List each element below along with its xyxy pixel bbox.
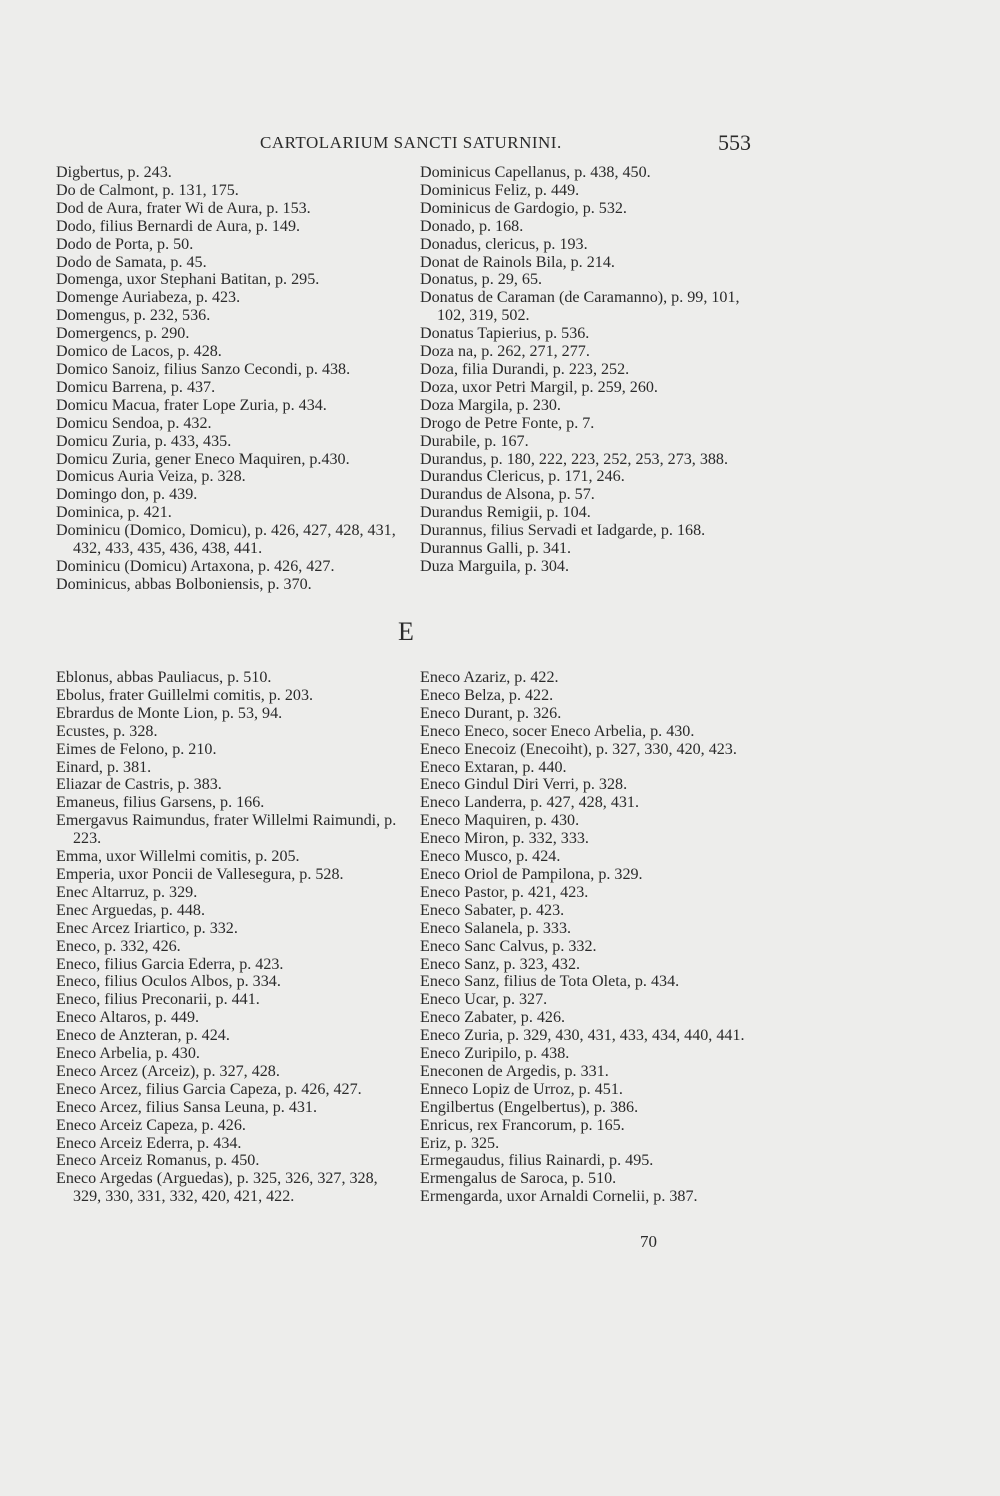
index-entry: Domico Sanoiz, filius Sanzo Cecondi, p. 438. — [56, 360, 351, 378]
index-entry: Eneco, filius Garcia Ederra, p. 423. — [56, 955, 284, 973]
index-entry: Durabile, p. 167. — [420, 432, 529, 450]
index-entry: Dominica, p. 421. — [56, 504, 172, 522]
index-entry: Emperia, uxor Poncii de Vallesegura, p. 528. — [56, 865, 344, 883]
index-entry: Donatus, p. 29, 65. — [420, 271, 543, 289]
index-entry: Eliazar de Castris, p. 383. — [56, 776, 222, 794]
index-entry: Drogo de Petre Fonte, p. 7. — [420, 414, 595, 432]
index-entry: Dominicus Feliz, p. 449. — [420, 181, 580, 199]
index-entry: Eneco Enecoiz (Enecoiht), p. 327, 330, 420, 423. — [420, 740, 737, 758]
index-entry: Digbertus, p. 243. — [56, 164, 172, 181]
index-entry: Eneco Durant, p. 326. — [420, 704, 562, 722]
index-entry: Eneco Gindul Diri Verri, p. 328. — [420, 776, 628, 794]
index-entry: Eneco Landerra, p. 427, 428, 431. — [420, 794, 639, 812]
index-entry: Durannus, filius Servadi et Iadgarde, p. 168. — [420, 522, 706, 540]
index-entry: Dominicus de Gardogio, p. 532. — [420, 199, 627, 217]
signature-mark: 70 — [640, 1232, 657, 1251]
index-entry: Eneco Extaran, p. 440. — [420, 758, 567, 776]
index-entry: Ermengalus de Saroca, p. 510. — [420, 1170, 617, 1188]
index-entry: Domicus Auria Veiza, p. 328. — [56, 468, 246, 486]
index-entry: Domingo don, p. 439. — [56, 486, 198, 504]
index-entry: Domenga, uxor Stephani Batitan, p. 295. — [56, 271, 320, 289]
index-entry: Eneco Ucar, p. 327. — [420, 991, 548, 1009]
index-entry: Eneco Arcez (Arceiz), p. 327, 428. — [56, 1062, 280, 1080]
index-entry: Do de Calmont, p. 131, 175. — [56, 181, 239, 199]
index-entry: Dodo, filius Bernardi de Aura, p. 149. — [56, 217, 301, 235]
index-column-bottom-right — [420, 669, 770, 1206]
index-entry: Eneco Belza, p. 422. — [420, 686, 554, 704]
index-entry: Eneco, p. 332, 426. — [56, 937, 181, 955]
index-entry: Dominicus Capellanus, p. 438, 450. — [420, 164, 651, 181]
index-entry: Eneco Azariz, p. 422. — [420, 669, 559, 686]
index-entry: Eblonus, abbas Pauliacus, p. 510. — [56, 669, 272, 686]
index-entry: Eneco Arceiz Capeza, p. 426. — [56, 1116, 246, 1134]
index-entry: Eneco Zuria, p. 329, 430, 431, 433, 434, 440, 441. — [420, 1027, 745, 1045]
index-entry: Durandus Clericus, p. 171, 246. — [420, 468, 625, 486]
index-entry: Donado, p. 168. — [420, 217, 524, 235]
index-entry: Eneco Arceiz Ederra, p. 434. — [56, 1134, 242, 1152]
index-entry: Eneco Sanc Calvus, p. 332. — [420, 937, 597, 955]
index-entry: Donadus, clericus, p. 193. — [420, 235, 588, 253]
index-entry: Eneco de Anzteran, p. 424. — [56, 1027, 230, 1045]
index-entry: Ermegaudus, filius Rainardi, p. 495. — [420, 1152, 654, 1170]
index-entry: Enneco Lopiz de Urroz, p. 451. — [420, 1080, 623, 1098]
index-entry: Donatus de Caraman (de Caramanno), p. 99, 101, 102, 319, 502. — [420, 289, 740, 325]
index-entry: Doza, uxor Petri Margil, p. 259, 260. — [420, 378, 658, 396]
index-entry: Eneco, filius Preconarii, p. 441. — [56, 991, 260, 1009]
index-entry: Durandus Remigii, p. 104. — [420, 504, 591, 522]
index-entry: Enricus, rex Francorum, p. 165. — [420, 1116, 625, 1134]
index-entry: Domicu Macua, frater Lope Zuria, p. 434. — [56, 396, 327, 414]
index-entry: Eneco Maquiren, p. 430. — [420, 812, 580, 830]
index-entry: Doza, filia Durandi, p. 223, 252. — [420, 360, 630, 378]
index-entry: Eneco Arcez, filius Sansa Leuna, p. 431. — [56, 1098, 317, 1116]
index-entry: Eneco Arbelia, p. 430. — [56, 1045, 200, 1063]
index-entry: Ermengarda, uxor Arnaldi Cornelii, p. 387. — [420, 1188, 698, 1206]
index-entry: Doza Margila, p. 230. — [420, 396, 561, 414]
index-entry: Domenge Auriabeza, p. 423. — [56, 289, 241, 307]
index-entry: Domicu Zuria, gener Eneco Maquiren, p.430. — [56, 450, 350, 468]
index-entry: Domicu Barrena, p. 437. — [56, 378, 216, 396]
index-entry: Dominicu (Domico, Domicu), p. 426, 427, 428, 431, 432, 433, 435, 436, 438, 441. — [56, 522, 396, 558]
index-entry: Eneco Musco, p. 424. — [420, 848, 561, 866]
index-entry: Domico de Lacos, p. 428. — [56, 343, 222, 361]
index-entry: Durandus de Alsona, p. 57. — [420, 486, 595, 504]
index-entry: Emergavus Raimundus, frater Willelmi Raimundi, p. 223. — [56, 812, 397, 848]
index-entry: Einard, p. 381. — [56, 758, 152, 776]
index-column-top-right — [420, 164, 770, 576]
index-entry: Eneco Altaros, p. 449. — [56, 1009, 200, 1027]
index-entry: Eneco Pastor, p. 421, 423. — [420, 883, 589, 901]
index-entry: Eneco Sabater, p. 423. — [420, 901, 565, 919]
index-entry: Ebrardus de Monte Lion, p. 53, 94. — [56, 704, 283, 722]
index-entry: Eneco Argedas (Arguedas), p. 325, 326, 327, 328, 329, 330, 331, 332, 420, 421, 422. — [56, 1170, 378, 1206]
index-entry: Eneco Eneco, socer Eneco Arbelia, p. 430. — [420, 722, 695, 740]
index-entry: Domicu Zuria, p. 433, 435. — [56, 432, 232, 450]
index-entry: Eneconen de Argedis, p. 331. — [420, 1062, 609, 1080]
index-entry: Domengus, p. 232, 536. — [56, 307, 211, 325]
index-entry: Eneco Salanela, p. 333. — [420, 919, 572, 937]
index-entry: Eneco Zabater, p. 426. — [420, 1009, 566, 1027]
index-entry: Dodo de Porta, p. 50. — [56, 235, 194, 253]
index-column-top-left — [56, 164, 401, 594]
index-entry: Eneco, filius Oculos Albos, p. 334. — [56, 973, 281, 991]
index-entry: Enec Arcez Iriartico, p. 332. — [56, 919, 238, 937]
index-entry: Donat de Rainols Bila, p. 214. — [420, 253, 615, 271]
index-entry: Duza Marguila, p. 304. — [420, 557, 569, 575]
section-letter: E — [398, 617, 414, 646]
index-entry: Eneco Arceiz Romanus, p. 450. — [56, 1152, 260, 1170]
index-entry: Eneco Miron, p. 332, 333. — [420, 830, 589, 848]
index-entry: Dodo de Samata, p. 45. — [56, 253, 207, 271]
index-entry: Eimes de Felono, p. 210. — [56, 740, 217, 758]
index-entry: Enec Altarruz, p. 329. — [56, 883, 198, 901]
index-entry: Emma, uxor Willelmi comitis, p. 205. — [56, 848, 300, 866]
index-entry: Eneco Oriol de Pampilona, p. 329. — [420, 865, 643, 883]
index-entry: Enec Arguedas, p. 448. — [56, 901, 205, 919]
index-entry: Eneco Sanz, filius de Tota Oleta, p. 434. — [420, 973, 680, 991]
index-entry: Emaneus, filius Garsens, p. 166. — [56, 794, 265, 812]
index-entry: Engilbertus (Engelbertus), p. 386. — [420, 1098, 639, 1116]
index-entry: Ebolus, frater Guillelmi comitis, p. 203. — [56, 686, 314, 704]
index-entry: Durandus, p. 180, 222, 223, 252, 253, 273, 388. — [420, 450, 729, 468]
index-entry: Dod de Aura, frater Wi de Aura, p. 153. — [56, 199, 311, 217]
index-entry: Dominicus, abbas Bolboniensis, p. 370. — [56, 575, 312, 593]
running-title: CARTOLARIUM SANCTI SATURNINI. — [260, 133, 562, 152]
index-entry: Domergencs, p. 290. — [56, 325, 190, 343]
index-entry: Durannus Galli, p. 341. — [420, 540, 572, 558]
page-number: 553 — [718, 130, 751, 155]
index-entry: Eriz, p. 325. — [420, 1134, 500, 1152]
index-column-bottom-left — [56, 669, 401, 1206]
index-entry: Donatus Tapierius, p. 536. — [420, 325, 590, 343]
index-entry: Doza na, p. 262, 271, 277. — [420, 343, 590, 361]
index-entry: Eneco Sanz, p. 323, 432. — [420, 955, 581, 973]
index-entry: Eneco Zuripilo, p. 438. — [420, 1045, 570, 1063]
index-entry: Ecustes, p. 328. — [56, 722, 158, 740]
index-entry: Eneco Arcez, filius Garcia Capeza, p. 426, 427. — [56, 1080, 362, 1098]
index-entry: Dominicu (Domicu) Artaxona, p. 426, 427. — [56, 557, 335, 575]
index-entry: Domicu Sendoa, p. 432. — [56, 414, 212, 432]
